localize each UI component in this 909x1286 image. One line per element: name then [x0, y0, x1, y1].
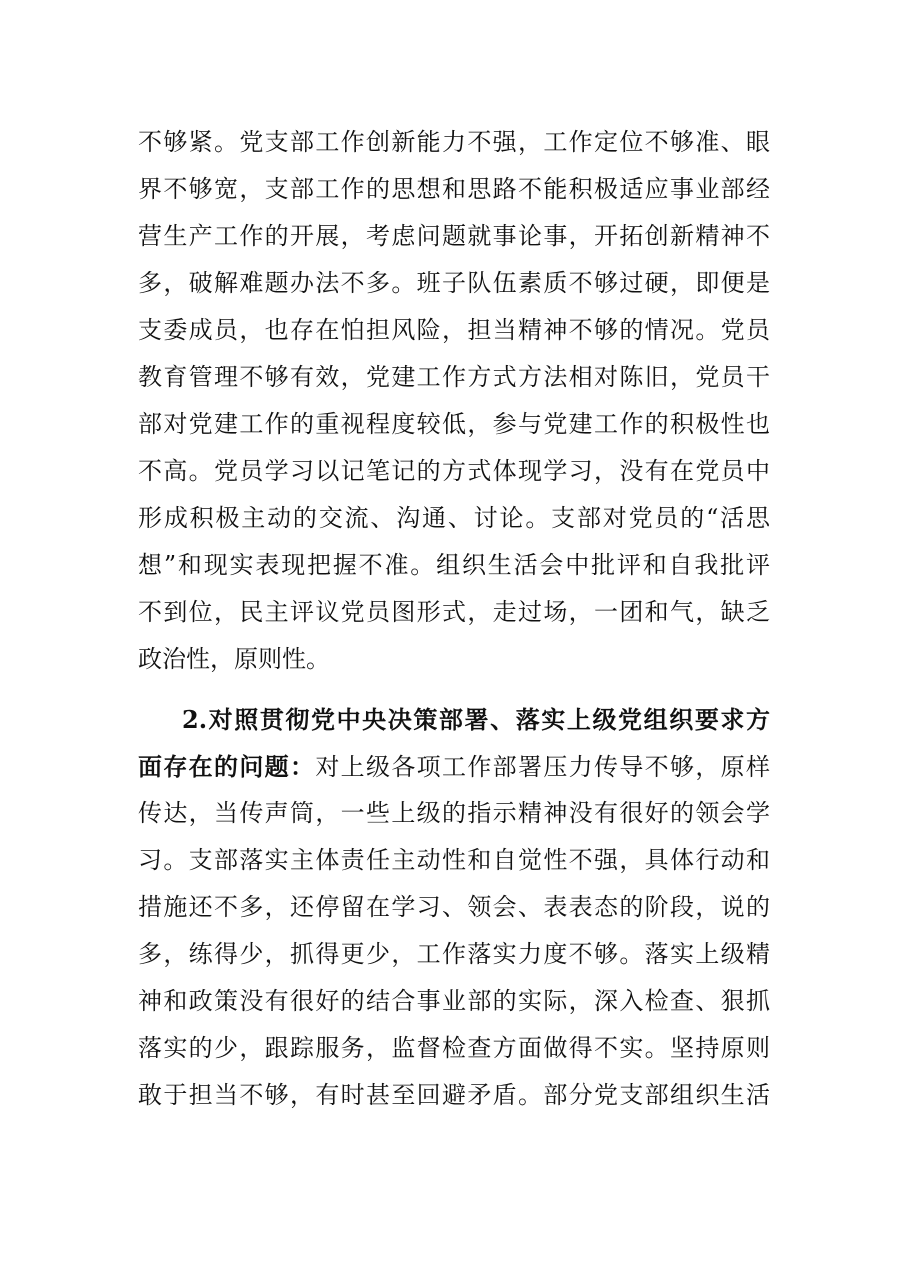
- text-line: 形成积极主动的交流、沟通、讨论。支部对党员的“活思: [138, 504, 770, 532]
- text-line: 习。支部落实主体责任主动性和自觉性不强，具体行动和: [138, 846, 770, 874]
- text-line: 支委成员，也存在怕担风险，担当精神不够的情况。党员: [138, 316, 770, 344]
- text-line: 界不够宽，支部工作的思想和思路不能积极适应事业部经: [138, 175, 770, 203]
- text-line: 部对党建工作的重视程度较低，参与党建工作的积极性也: [138, 410, 770, 438]
- text-line: 敢于担当不够，有时甚至回避矛盾。部分党支部组织生活: [138, 1081, 770, 1109]
- text-line: 传达，当传声筒，一些上级的指示精神没有很好的领会学: [138, 799, 770, 827]
- text-line: 不高。党员学习以记笔记的方式体现学习，没有在党员中: [138, 457, 770, 485]
- text-line: [138, 743, 770, 790]
- text-line: 教育管理不够有效，党建工作方式方法相对陈旧，党员干: [138, 363, 770, 391]
- text-line: 多，练得少，抓得更少，工作落实力度不够。落实上级精: [138, 940, 770, 968]
- section-heading-continued: 面存在的问题：: [138, 752, 316, 781]
- text-line: 落实的少，跟踪服务，监督检查方面做得不实。坚持原则: [138, 1034, 770, 1062]
- text-line: 措施还不多，还停留在学习、领会、表表态的阶段，说的: [138, 893, 770, 921]
- text-run: 对上级各项工作部署压力传导不够，原样: [315, 753, 771, 781]
- text-line: 不到位，民主评议党员图形式，走过场，一团和气，缺乏: [138, 598, 770, 626]
- paragraph-2: [138, 696, 770, 1119]
- paragraph-1: [138, 119, 770, 683]
- text-line: 政治性，原则性。: [138, 645, 330, 673]
- text-line: 想”和现实表现把握不准。组织生活会中批评和自我批评: [138, 551, 770, 579]
- section-heading: 2.对照贯彻党中央决策部署、落实上级党组织要求方: [182, 705, 770, 734]
- text-line: 营生产工作的开展，考虑问题就事论事，开拓创新精神不: [138, 222, 770, 250]
- text-line: 多，破解难题办法不多。班子队伍素质不够过硬，即便是: [138, 269, 770, 297]
- text-line: 神和政策没有很好的结合事业部的实际，深入检查、狠抓: [138, 987, 770, 1015]
- text-line: 不够紧。党支部工作创新能力不强，工作定位不够准、眼: [138, 128, 770, 156]
